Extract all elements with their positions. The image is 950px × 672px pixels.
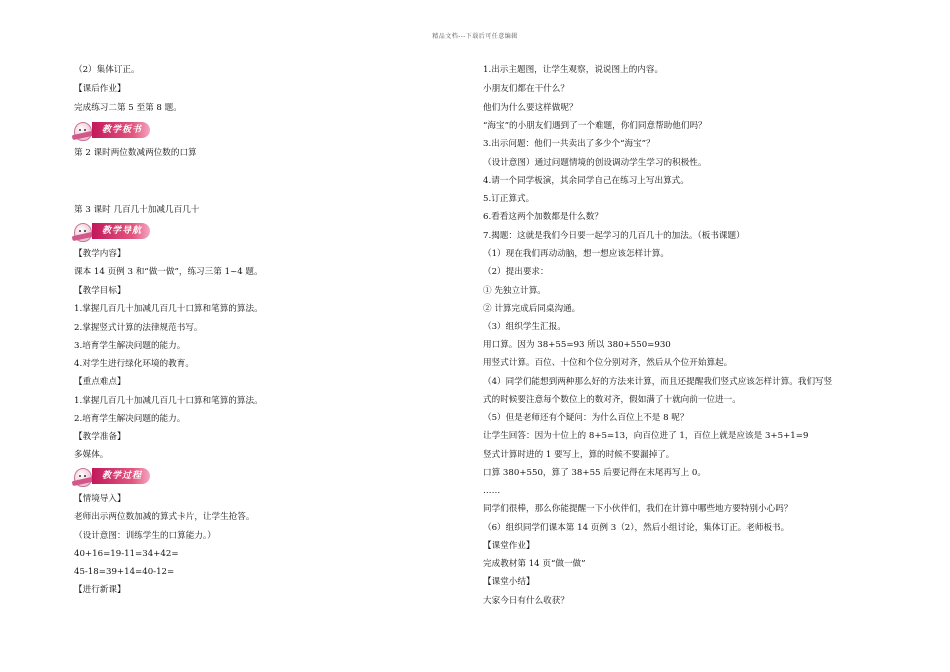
badge-label: 教学过程 bbox=[92, 468, 150, 484]
section-heading: 【教学准备】 bbox=[74, 432, 126, 442]
text-line: （1）现在我们再动动脑，想一想应该怎样计算。 bbox=[483, 249, 669, 259]
badge-label: 教学板书 bbox=[92, 122, 150, 138]
text-line: “海宝”的小朋友们遇到了一个难题，你们同意帮助他们吗？ bbox=[483, 121, 707, 131]
section-heading: 【教学内容】 bbox=[74, 249, 126, 259]
text-line: 大家今日有什么收获？ bbox=[483, 596, 569, 606]
text-line: 他们为什么要这样做呢？ bbox=[483, 103, 578, 113]
section-heading: 【课堂作业】 bbox=[483, 541, 535, 551]
text-line: ① 先独立计算。 bbox=[483, 286, 546, 296]
lesson-title: 第 3 课时 几百几十加减几百几十 bbox=[74, 205, 200, 215]
text-line: （3）组织学生汇报。 bbox=[483, 322, 566, 332]
section-badge-process bbox=[74, 467, 154, 487]
text-line: 1.出示主题图，让学生观察，说说图上的内容。 bbox=[483, 65, 664, 75]
text-line: 式的时候要注意每个数位上的数对齐，假如满了十就向前一位进一。 bbox=[483, 395, 741, 405]
text-line: 45-18=39+14=40-12= bbox=[74, 567, 175, 577]
text-line: 竖式计算时进的 1 要写上，算的时候不要漏掉了。 bbox=[483, 450, 675, 460]
text-line: 4.请一个同学板演，其余同学自己在练习上写出算式。 bbox=[483, 176, 689, 186]
text-line: 1.掌握几百几十加减几百几十口算和笔算的算法。 bbox=[74, 396, 263, 406]
text-line: 第 2 课时两位数减两位数的口算 bbox=[74, 148, 197, 158]
text-line: 40+16=19-11=34+42= bbox=[74, 549, 179, 559]
text-line: （设计意图：训练学生的口算能力。） bbox=[74, 531, 216, 541]
text-line: （5）但是老师还有个疑问：为什么百位上不是 8 呢？ bbox=[483, 413, 689, 423]
section-heading: 【课堂小结】 bbox=[483, 577, 535, 587]
text-line: （2）集体订正。 bbox=[74, 65, 140, 75]
text-line: 同学们很棒，那么你能提醒一下小伙伴们，我们在计算中哪些地方要特别小心吗？ bbox=[483, 504, 793, 514]
text-line: 7.揭题：这就是我们今日要一起学习的几百几十的加法。（板书课题） bbox=[483, 231, 745, 241]
text-line: 完成教材第 14 页“做一做” bbox=[483, 559, 586, 569]
text-line: （设计意图）通过问题情境的创设调动学生学习的积极性。 bbox=[483, 158, 707, 168]
text-line: 用口算。因为 38+55=93 所以 380+550=930 bbox=[483, 340, 671, 350]
text-line: 多媒体。 bbox=[74, 450, 109, 460]
section-badge-board bbox=[74, 121, 154, 141]
section-heading: 【进行新课】 bbox=[74, 585, 126, 595]
text-line: …… bbox=[483, 486, 501, 496]
text-line: 3.出示问题：他们一共卖出了多少个“海宝”？ bbox=[483, 139, 655, 149]
text-line: ② 计算完成后同桌沟通。 bbox=[483, 304, 581, 314]
text-line: 5.订正算式。 bbox=[483, 194, 535, 204]
text-line: （2）提出要求： bbox=[483, 267, 549, 277]
text-line: 2.培育学生解决问题的能力。 bbox=[74, 414, 186, 424]
text-line: 6.看看这两个加数都是什么数？ bbox=[483, 212, 603, 222]
text-line: （4）同学们能想到两种那么好的方法来计算，而且还提醒我们竖式应该怎样计算。我们写竖 bbox=[483, 377, 833, 387]
mascot-icon bbox=[74, 468, 92, 487]
section-heading: 【情境导入】 bbox=[74, 494, 126, 504]
text-line: （6）组织同学们课本第 14 页例 3（2），然后小组讨论，集体订正。老师板书。 bbox=[483, 523, 790, 533]
section-badge-guide bbox=[74, 222, 154, 242]
text-line: 让学生回答：因为十位上的 8+5=13，向百位进了 1，百位上就是应该是 3+5+1=9 bbox=[483, 431, 809, 441]
section-heading: 【重点难点】 bbox=[74, 377, 126, 387]
text-line: 完成练习二第 5 至第 8 题。 bbox=[74, 103, 182, 113]
section-heading: 【教学目标】 bbox=[74, 286, 126, 296]
mascot-icon bbox=[74, 122, 92, 141]
text-line: 3.培育学生解决问题的能力。 bbox=[74, 341, 186, 351]
badge-label: 教学导航 bbox=[92, 223, 150, 239]
text-line: 1.掌握几百几十加减几百几十口算和笔算的算法。 bbox=[74, 304, 263, 314]
text-line: 2.掌握竖式计算的法律规范书写。 bbox=[74, 323, 203, 333]
text-line: 4.对学生进行绿化环境的教育。 bbox=[74, 359, 194, 369]
text-line: 老师出示两位数加减的算式卡片，让学生抢答。 bbox=[74, 512, 255, 522]
section-heading: 【课后作业】 bbox=[74, 84, 126, 94]
text-line: 课本 14 页例 3 和“做一做”，练习三第 1~4 题。 bbox=[74, 267, 263, 277]
text-line: 用竖式计算。百位、十位和个位分别对齐，然后从个位开始算起。 bbox=[483, 358, 733, 368]
text-line: 口算 380+550，算了 38+55 后要记得在末尾再写上 0。 bbox=[483, 468, 706, 478]
text-line: 小朋友们都在干什么？ bbox=[483, 84, 569, 94]
page-header-note: 精品文档---下载后可任意编辑 bbox=[432, 33, 518, 40]
mascot-icon bbox=[74, 223, 92, 242]
